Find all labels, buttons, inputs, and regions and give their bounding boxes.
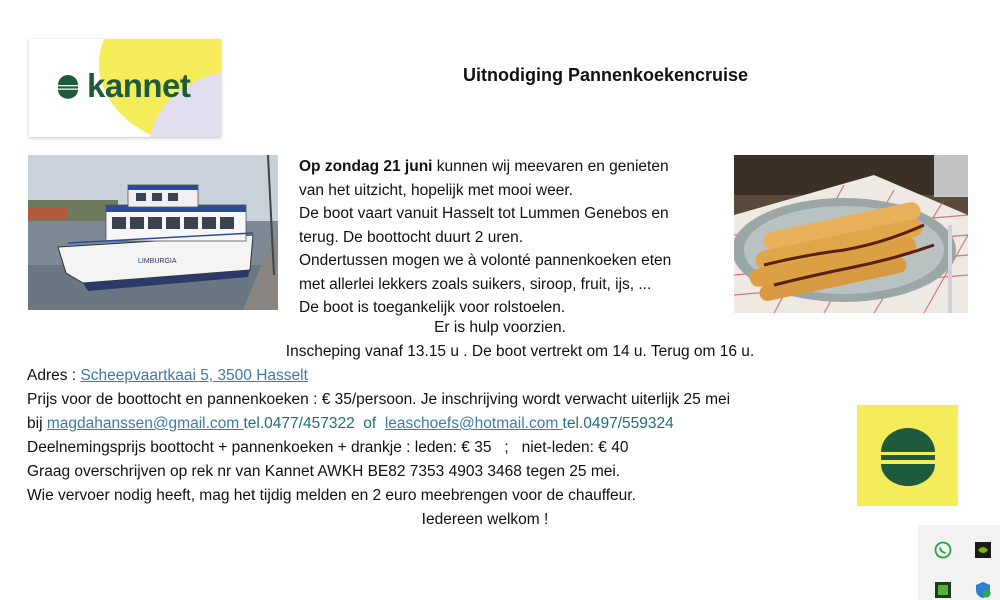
intro-line-2: van het uitzicht, hopelijk met mooi weer.	[299, 181, 573, 199]
kannet-badge	[857, 405, 958, 506]
security-shield-icon[interactable]	[974, 581, 992, 599]
participation-line: Deelnemingsprijs boottocht + pannenkoeken + drankje : leden: € 35 ; niet-leden: € 40	[27, 439, 629, 456]
intro-line-3: De boot vaart vanuit Hasselt tot Lummen Genebos en	[299, 205, 669, 222]
phone-2: tel.0497/559324	[562, 415, 674, 432]
kannet-logo-icon	[56, 75, 80, 99]
email-link-1[interactable]: magdahanssen@gmail.com	[46, 415, 244, 432]
kannet-mark-icon	[857, 405, 958, 506]
kannet-logo	[29, 39, 221, 137]
intro-line-6: met allerlei lekkers zoals suikers, siroop, fruit, ijs, ...	[299, 275, 652, 293]
intro-text	[299, 155, 729, 320]
boat-name: LIMBURGIA	[138, 258, 177, 265]
intro-line-5: Ondertussen mogen we à volonté pannenkoeken eten	[299, 252, 672, 269]
intro-line-7: De boot is toegankelijk voor rolstoelen.	[299, 299, 566, 316]
boarding-line: Inscheping vanaf 13.15 u . De boot vertrekt om 14 u. Terug om 16 u.	[285, 343, 755, 360]
welcome-line: Iedereen welkom !	[421, 511, 549, 528]
transfer-line: Graag overschrijven op rek nr van Kannet AWKH BE82 7353 4903 3468 tegen 25 mei.	[27, 463, 621, 480]
app-icon[interactable]	[934, 581, 952, 599]
phone-1: tel.0477/457322	[243, 415, 355, 432]
intro-line-4: terug. De boottocht duurt 2 uren.	[299, 228, 524, 246]
boat-photo	[28, 155, 278, 310]
whatsapp-icon[interactable]	[934, 541, 952, 559]
transport-line: Wie vervoer nodig heeft, mag het tijdig melden en 2 euro meebrengen voor de chauffeur.	[27, 487, 636, 504]
pancake-photo	[734, 155, 968, 313]
logo-text: kannet	[87, 67, 191, 104]
page-title: Uitnodiging Pannenkoekencruise	[463, 65, 749, 85]
system-tray	[918, 525, 1000, 600]
address-line	[27, 367, 308, 385]
nvidia-icon[interactable]	[974, 541, 992, 559]
contact-line	[27, 415, 674, 433]
price-line: Prijs voor de boottocht en pannenkoeken : € 35/persoon. Je inschrijving wordt verwacht uiterlijk 25 mei	[27, 391, 731, 408]
contact-prefix: bij	[27, 415, 47, 432]
intro-line-1	[299, 155, 729, 179]
email-link-2[interactable]: leaschoefs@hotmail.com	[384, 415, 563, 432]
address-label: Adres :	[27, 367, 81, 384]
intro-line-1-rest: kunnen wij meevaren en genieten	[432, 158, 669, 175]
help-line: Er is hulp voorzien.	[434, 319, 566, 336]
contact-separator: of	[354, 415, 385, 432]
address-link[interactable]: Scheepvaartkaai 5, 3500 Hasselt	[80, 367, 308, 384]
event-date: Op zondag 21 juni	[299, 158, 433, 175]
